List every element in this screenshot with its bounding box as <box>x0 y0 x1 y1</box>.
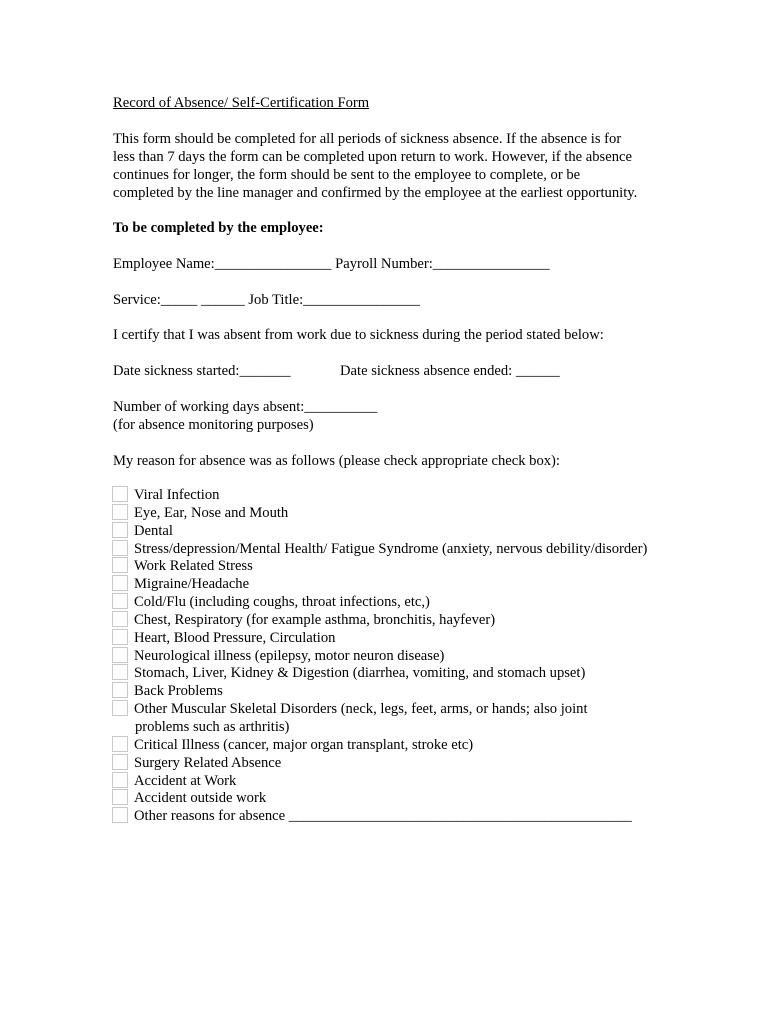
reason-checkbox[interactable] <box>112 700 128 716</box>
working-days-absent-field[interactable]: Number of working days absent:__________ <box>113 399 378 415</box>
form-title: Record of Absence/ Self-Certification Form <box>113 95 370 111</box>
reason-label: Stomach, Liver, Kidney & Digestion (diarrhea, vomiting, and stomach upset) <box>134 665 586 682</box>
reason-checkbox[interactable] <box>112 522 128 538</box>
reason-label: Neurological illness (epilepsy, motor neuron disease) <box>134 647 445 664</box>
reason-checkbox[interactable] <box>112 557 128 573</box>
intro-line-1: This form should be completed for all periods of sickness absence. If the absence is for <box>113 131 622 147</box>
reason-label: Accident at Work <box>134 772 237 789</box>
reason-checkbox[interactable] <box>112 772 128 788</box>
reason-checkbox[interactable] <box>112 486 128 502</box>
reason-checkbox[interactable] <box>112 504 128 520</box>
reason-label: Back Problems <box>134 683 223 700</box>
reason-label[interactable]: Other reasons for absence _______________________________________________ <box>134 808 632 825</box>
reason-label: Work Related Stress <box>134 558 253 575</box>
reason-checkbox[interactable] <box>112 611 128 627</box>
reason-checkbox[interactable] <box>112 575 128 591</box>
reason-label: Dental <box>134 522 173 539</box>
reason-checkbox[interactable] <box>112 754 128 770</box>
intro-line-3: continues for longer, the form should be sent to the employee to complete, or be <box>113 167 581 183</box>
employee-name-payroll-field[interactable]: Employee Name:________________ Payroll Number:________________ <box>113 256 550 272</box>
employee-section-heading: To be completed by the employee: <box>113 220 324 236</box>
reason-checkbox[interactable] <box>112 682 128 698</box>
reason-label <box>134 700 588 736</box>
reason-label: Cold/Flu (including coughs, throat infections, etc,) <box>134 594 430 611</box>
reason-checkbox[interactable] <box>112 736 128 752</box>
reason-label: Stress/depression/Mental Health/ Fatigue Syndrome (anxiety, nervous debility/disorder) <box>134 540 648 557</box>
reason-prompt: My reason for absence was as follows (please check appropriate check box): <box>113 453 560 469</box>
date-sickness-started-field[interactable]: Date sickness started:_______ <box>113 363 291 379</box>
working-days-note: (for absence monitoring purposes) <box>113 417 314 433</box>
service-job-title-field[interactable]: Service:_____ ______ Job Title:________________ <box>113 292 420 308</box>
reason-label: Critical Illness (cancer, major organ transplant, stroke etc) <box>134 736 474 753</box>
reason-checkbox[interactable] <box>112 807 128 823</box>
reason-checkbox[interactable] <box>112 664 128 680</box>
reason-checkbox[interactable] <box>112 789 128 805</box>
reason-label: Viral Infection <box>134 487 220 503</box>
reason-label: Accident outside work <box>134 790 267 807</box>
reason-label: Chest, Respiratory (for example asthma, bronchitis, hayfever) <box>134 611 496 628</box>
reason-label: Eye, Ear, Nose and Mouth <box>134 504 289 521</box>
intro-line-2: less than 7 days the form can be completed upon return to work. However, if the absence <box>113 149 632 165</box>
reason-label: Heart, Blood Pressure, Circulation <box>134 629 336 646</box>
reason-checkbox[interactable] <box>112 647 128 663</box>
reason-checkbox[interactable] <box>112 540 128 556</box>
reason-label-line-2: problems such as arthritis) <box>135 719 290 736</box>
reason-checkbox[interactable] <box>112 593 128 609</box>
certify-statement: I certify that I was absent from work due to sickness during the period stated below: <box>113 327 604 343</box>
reason-checkbox[interactable] <box>112 629 128 645</box>
reason-label: Surgery Related Absence <box>134 754 282 771</box>
reason-label: Migraine/Headache <box>134 576 250 593</box>
reason-label-line-1: Other Muscular Skeletal Disorders (neck, legs, feet, arms, or hands; also joint <box>134 701 588 718</box>
date-sickness-ended-field[interactable]: Date sickness absence ended: ______ <box>340 363 560 379</box>
intro-line-4: completed by the line manager and confirmed by the employee at the earliest opportunity. <box>113 185 638 201</box>
